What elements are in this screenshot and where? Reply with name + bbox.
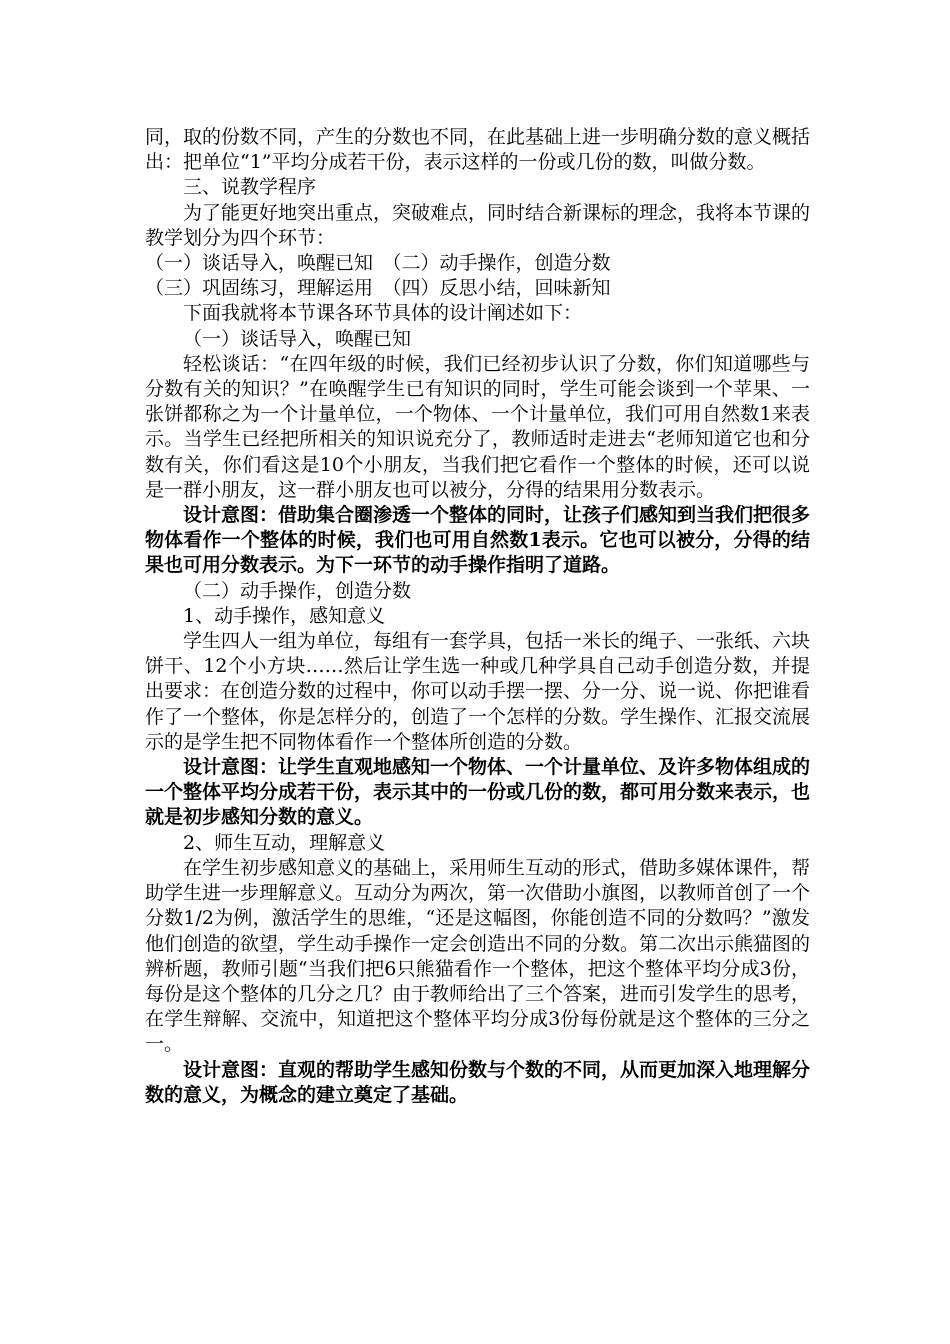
paragraph-fraction-definition: 同，取的份数不同，产生的分数也不同，在此基础上进一步明确分数的意义概括出：把单位“1”平均分成若干份，表示这样的一份或几份的数，叫做分数。 <box>145 126 811 174</box>
heading-teaching-procedure: 三、说教学程序 <box>183 176 317 199</box>
paragraph-stage-1-talk: 轻松谈话：“在四年级的时候，我们已经初步认识了分数，你们知道哪些与分数有关的知识？”在唤醒学生已有知识的同时，学生可能会谈到一个苹果、一张饼都称之为一个计量单位，一个物体、一个计量单位，我们可用自然数1来表示。当学生已经把所相关的知识说充分了，教师适时走进去“老师知道它也和分数有关，你们看这是10个小朋友，当我们把它看作一个整体的时候，还可以说是一群小朋友，这一群小朋友也可以被分，分得的结果用分数表示。 <box>145 352 810 501</box>
heading-stage-2: （二）动手操作，创造分数 <box>183 579 412 602</box>
body-text <box>145 125 810 1108</box>
design-intent-2: 设计意图：让学生直观地感知一个物体、一个计量单位、及许多物体组成的一个整体平均分成若干份，表示其中的一份或几份的数，都可用分数来表示，也就是初步感知分数的意义。 <box>145 756 811 829</box>
stage-list-line-1: （一）谈话导入，唤醒已知 （二）动手操作，创造分数 <box>145 252 611 275</box>
design-intent-1: 设计意图：借助集合圈渗透一个整体的同时，让孩子们感知到当我们把很多物体看作一个整体的时候，我们也可用自然数1表示。它也可以被分，分得的结果也可用分数表示。为下一环节的动手操作指明了道路。 <box>145 504 811 577</box>
subheading-hands-on: 1、动手操作，感知意义 <box>183 604 386 627</box>
paragraph-interaction: 在学生初步感知意义的基础上，采用师生互动的形式，借助多媒体课件，帮助学生进一步理解意义。互动分为两次，第一次借助小旗图，以教师首创了一个分数1/2为例，激活学生的思维，“还是这幅图，你能创造不同的分数吗？”激发他们创造的欲望，学生动手操作一定会创造出不同的分数。第二次出示熊猫图的辨析题，教师引题“当我们把6只熊猫看作一个整体，把这个整体平均分成3份，每份是这个整体的几分之几？由于教师给出了三个答案，进而引发学生的思考，在学生辩解、交流中，知道把这个整体平均分成3份每份就是这个整体的三分之一。 <box>145 856 811 1056</box>
paragraph-four-stages-intro: 为了能更好地突出重点，突破难点，同时结合新课标的理念，我将本节课的教学划分为四个环节： <box>145 201 811 249</box>
paragraph-stage-detail-intro: 下面我就将本节课各环节具体的设计阐述如下： <box>183 302 583 325</box>
paragraph-hands-on: 学生四人一组为单位，每组有一套学具，包括一米长的绳子、一张纸、六块饼干、12个小方块……然后让学生选一种或几种学具自己动手创造分数，并提出要求：在创造分数的过程中，你可以动手摆一摆、分一分、说一说、你把谁看作了一个整体，你是怎样分的，创造了一个怎样的分数。学生操作、汇报交流展示的是学生把不同物体看作一个整体所创造的分数。 <box>145 630 811 753</box>
heading-stage-1: （一）谈话导入，唤醒已知 <box>183 327 412 350</box>
stage-list-line-2: （三）巩固练习，理解运用 （四）反思小结，回味新知 <box>145 277 611 300</box>
design-intent-3: 设计意图：直观的帮助学生感知份数与个数的不同，从而更加深入地理解分数的意义，为概念的建立奠定了基础。 <box>145 1058 811 1106</box>
subheading-interaction: 2、师生互动，理解意义 <box>183 831 386 854</box>
